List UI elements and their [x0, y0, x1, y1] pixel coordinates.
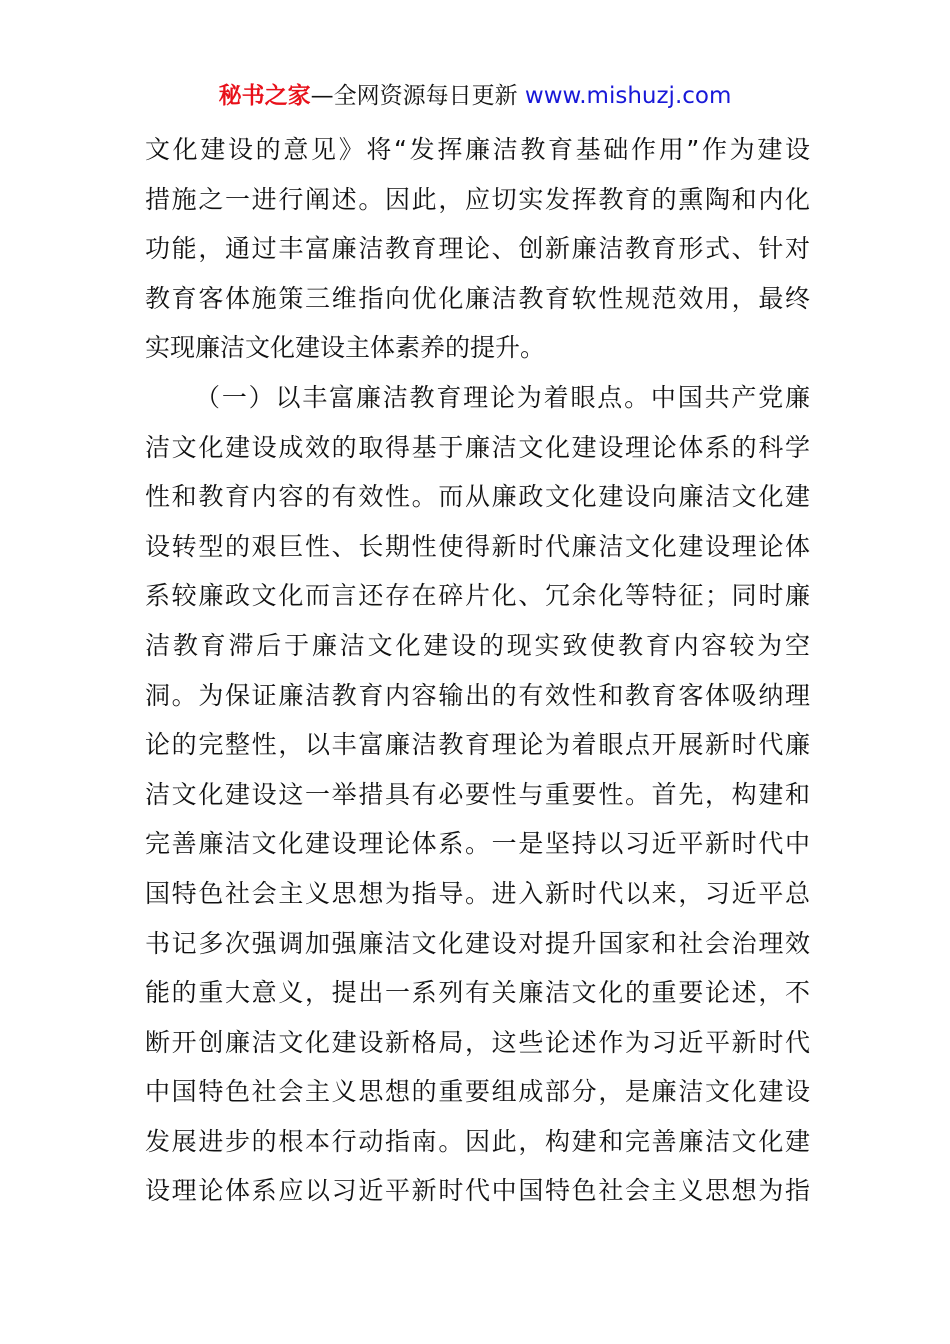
paragraph-intro: [145, 125, 810, 373]
site-link[interactable]: www.mishuzj.com: [524, 83, 732, 109]
paragraph-section-one: [145, 373, 810, 1216]
text-line: 设转型的艰巨性、长期性使得新时代廉洁文化建设理论体: [145, 531, 810, 561]
text-line: 洁文化建设成效的取得基于廉洁文化建设理论体系的科学: [145, 432, 810, 462]
text-line: 断开创廉洁文化建设新格局，这些论述作为习近平新时代: [145, 1027, 810, 1057]
text-line: 实现廉洁文化建设主体素养的提升。: [145, 333, 546, 363]
section-heading-line: （一）以丰富廉洁教育理论为着眼点。中国共产党廉: [195, 382, 810, 412]
text-line: 完善廉洁文化建设理论体系。一是坚持以习近平新时代中: [145, 829, 810, 859]
text-line: 措施之一进行阐述。因此，应切实发挥教育的熏陶和内化: [145, 184, 810, 214]
text-line: 能的重大意义，提出一系列有关廉洁文化的重要论述，不: [145, 978, 810, 1008]
text-line: 书记多次强调加强廉洁文化建设对提升国家和社会治理效: [145, 928, 810, 958]
text-line: 国特色社会主义思想为指导。进入新时代以来，习近平总: [145, 878, 810, 908]
text-line: 系较廉政文化而言还存在碎片化、冗余化等特征；同时廉: [145, 581, 810, 611]
text-line: 发展进步的根本行动指南。因此，构建和完善廉洁文化建: [145, 1126, 810, 1156]
text-line: 教育客体施策三维指向优化廉洁教育软性规范效用，最终: [145, 283, 810, 313]
page-header: [0, 80, 950, 112]
text-line: 性和教育内容的有效性。而从廉政文化建设向廉洁文化建: [145, 482, 810, 512]
text-line: 洞。为保证廉洁教育内容输出的有效性和教育客体吸纳理: [145, 680, 810, 710]
text-line: 设理论体系应以习近平新时代中国特色社会主义思想为指: [145, 1176, 810, 1206]
document-body: [145, 125, 810, 1216]
text-line: 论的完整性，以丰富廉洁教育理论为着眼点开展新时代廉: [145, 730, 810, 760]
text-line: 中国特色社会主义思想的重要组成部分，是廉洁文化建设: [145, 1077, 810, 1107]
header-tagline: —全网资源每日更新: [310, 83, 518, 109]
text-line: 功能，通过丰富廉洁教育理论、创新廉洁教育形式、针对: [145, 234, 810, 264]
text-line: 洁文化建设这一举措具有必要性与重要性。首先，构建和: [145, 779, 810, 809]
text-line: 文化建设的意见》将“发挥廉洁教育基础作用”作为建设: [145, 135, 810, 164]
brand-name: 秘书之家: [218, 83, 311, 109]
text-line: 洁教育滞后于廉洁文化建设的现实致使教育内容较为空: [145, 630, 810, 660]
